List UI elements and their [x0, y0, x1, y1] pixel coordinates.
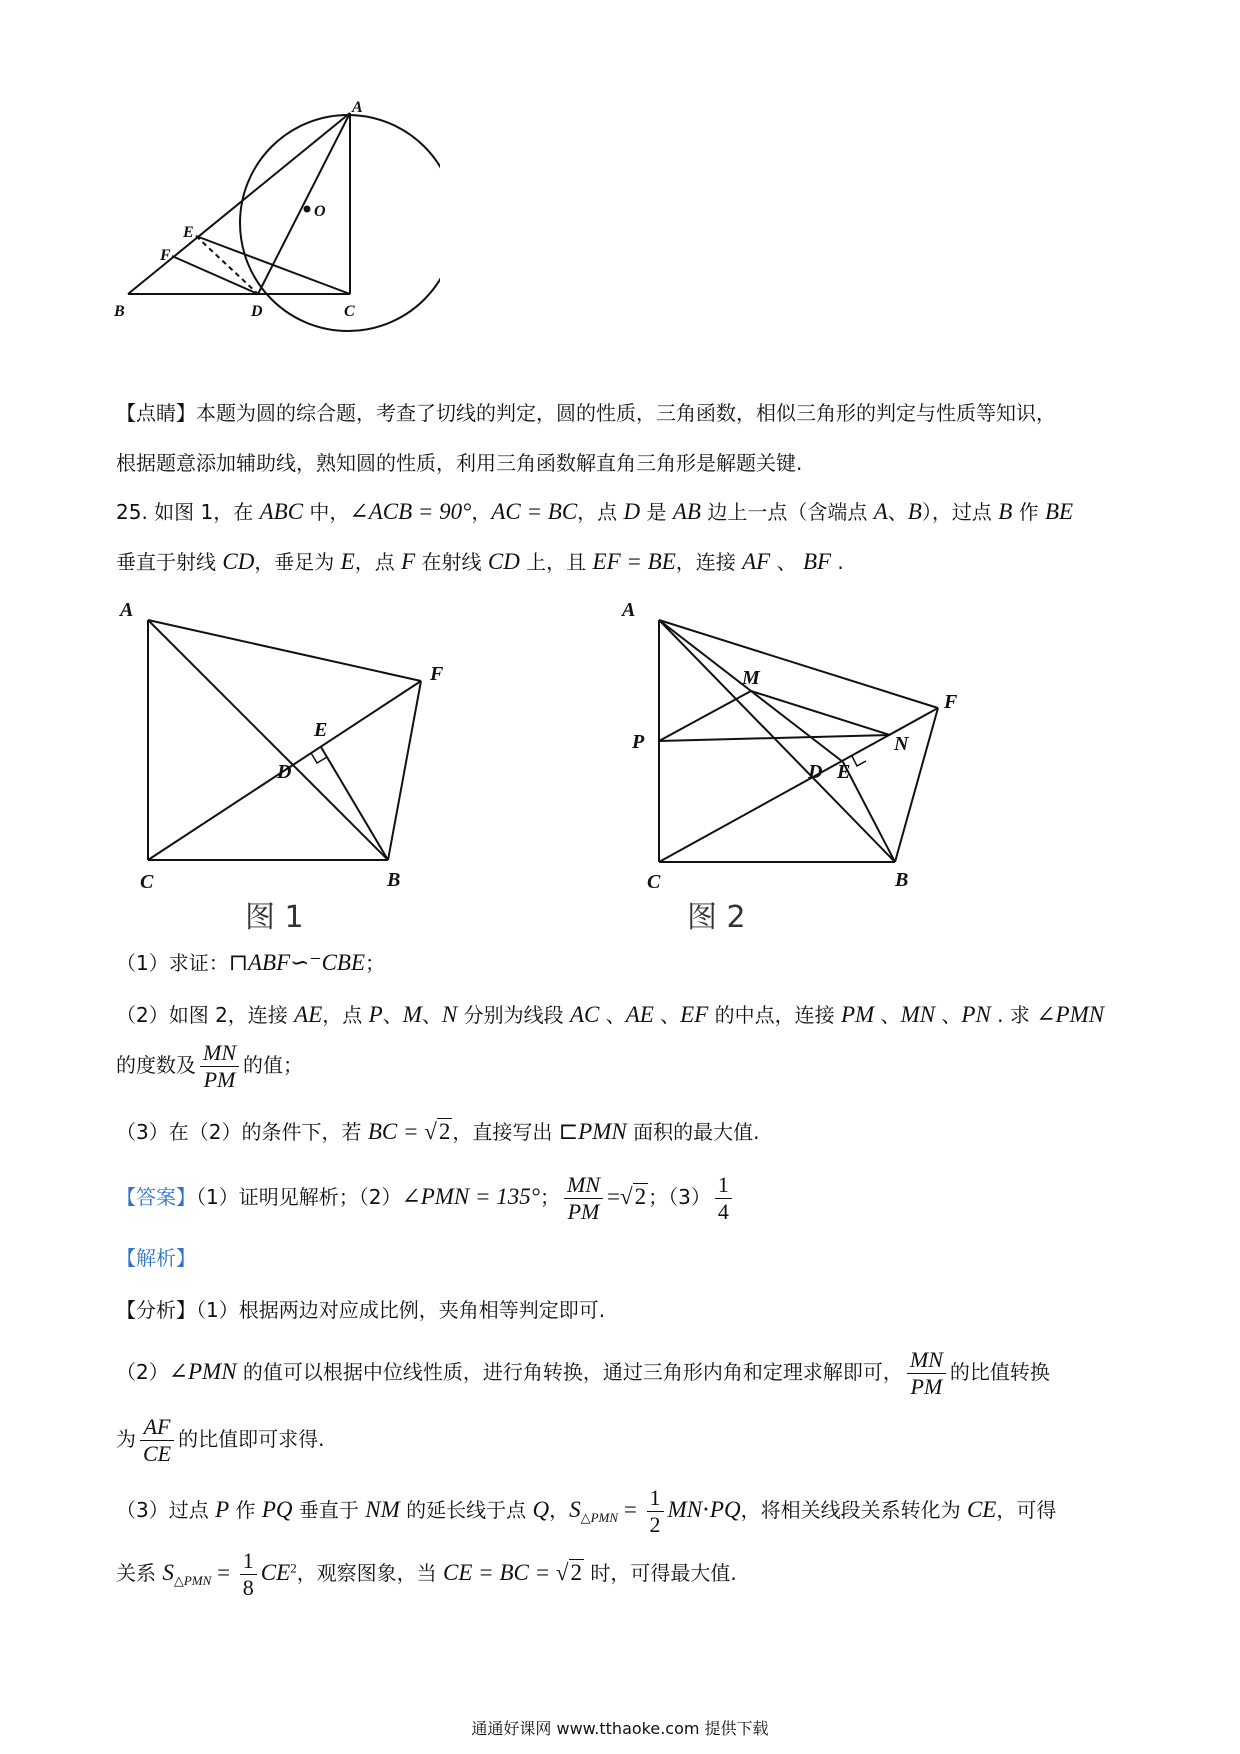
analysis-fraction-mn-pm [907, 1347, 946, 1400]
q25-part-2-line-2 [116, 1040, 1136, 1093]
text-run: BF [802, 549, 832, 574]
text-run: N [441, 1002, 458, 1027]
text-run: CD [487, 549, 520, 574]
q25-line-1 [116, 497, 1136, 527]
text-run: 的比值即可求得. [178, 1427, 325, 1451]
label-f: F [160, 247, 171, 264]
text-run: 2 [290, 1560, 297, 1576]
text-run: ，观察图象，当 [296, 1561, 444, 1585]
text-run: B [907, 499, 922, 524]
answer-fraction [564, 1172, 603, 1225]
text-run: 为 [116, 1427, 136, 1451]
text-run: M [402, 1002, 422, 1027]
text-run: = [211, 1560, 236, 1585]
text-run: ； [540, 1185, 560, 1209]
text-run: P [368, 1002, 383, 1027]
text-run: ∠PMN [168, 1359, 237, 1384]
text-run: S [569, 1497, 581, 1522]
text-run: MN [907, 1347, 946, 1374]
jiexi-line [116, 1243, 1136, 1273]
dianjing-text-2: 根据题意添加辅助线，熟知圆的性质，利用三角函数解直角三角形是解题关键. [116, 451, 803, 475]
text-run: CE = BC = [443, 1560, 556, 1585]
label-n: N [894, 733, 909, 755]
label-f: F [944, 691, 958, 713]
analysis-line-3 [116, 1414, 1136, 1467]
label-c: C [647, 871, 661, 893]
text-run: 的值可以根据中位线性质，进行角转换，通过三角形内角和定理求解即可， [236, 1360, 903, 1384]
q25-part-1 [116, 948, 1136, 978]
text-run: PQ [261, 1497, 293, 1522]
seg-mn [751, 691, 890, 735]
jiexi-tag: 【解析】 [116, 1246, 196, 1270]
answer-fraction-3 [715, 1172, 732, 1225]
text-run: . 求 [990, 1003, 1037, 1027]
dianjing-line-1 [116, 398, 1136, 428]
fraction-mn-pm [200, 1040, 239, 1093]
text-run: ⊓ABF∽⁻CBE [228, 950, 366, 975]
text-run: 1 [240, 1548, 257, 1575]
text-run: AC [569, 1002, 600, 1027]
text-run: √2 [619, 1184, 647, 1209]
text-run: AC = BC [491, 499, 578, 524]
text-run: BC = [367, 1119, 425, 1144]
label-c: C [344, 303, 355, 320]
text-run: 8 [242, 1575, 254, 1600]
analysis-fraction-half [647, 1485, 664, 1538]
text-run: ， [549, 1498, 570, 1522]
text-run: （1）根据两边对应成比例，夹角相等判定即可. [196, 1298, 606, 1322]
text-run: 作 [1012, 500, 1045, 524]
text-run: D [623, 499, 641, 524]
text-run: PM [203, 1067, 236, 1092]
text-run: MN [564, 1172, 603, 1199]
text-run: 2 [649, 1512, 661, 1537]
text-run: 、 [653, 1003, 681, 1027]
text-run: ABC [259, 499, 304, 524]
text-run: MN [200, 1040, 239, 1067]
text-run: （1）求证： [116, 951, 229, 975]
q25-part-2-line-1 [116, 1000, 1136, 1030]
text-run: ；（3） [648, 1185, 711, 1209]
caption-fig2: 图 2 [687, 900, 746, 935]
label-b: B [895, 869, 909, 891]
label-b: B [387, 869, 401, 891]
text-run: ⊏PMN [558, 1119, 627, 1144]
figure-1 [112, 596, 482, 936]
analysis-line-5 [116, 1548, 1136, 1601]
text-run: （2） [116, 1360, 169, 1384]
text-run: MN [900, 1002, 936, 1027]
text-run: 的中点，连接 [708, 1003, 841, 1027]
text-run: 分别为线段 [457, 1003, 570, 1027]
seg-pn [659, 735, 890, 741]
text-run: 、 [770, 550, 803, 574]
label-f: F [430, 663, 444, 685]
text-run: 1 [647, 1485, 664, 1512]
text-run: AF [140, 1414, 174, 1441]
label-b: B [114, 303, 125, 320]
label-e: E [314, 719, 328, 741]
text-run: 垂直于射线 [116, 550, 223, 574]
text-run: ∠PMN = 135° [401, 1184, 540, 1209]
label-p: P [632, 731, 645, 753]
text-run: ，垂足为 [254, 550, 341, 574]
analysis-fraction-af-ce [140, 1414, 174, 1467]
text-run: ∠PMN [1036, 1002, 1105, 1027]
text-run: PM [840, 1002, 875, 1027]
text-run: 面积的最大值. [626, 1120, 760, 1144]
text-run: EF = BE [592, 549, 676, 574]
analysis-fraction-eighth [240, 1548, 257, 1601]
text-run: CD [222, 549, 255, 574]
text-run: 4 [715, 1198, 732, 1225]
footer: 通通好课网 www.tthaoke.com 提供下载 [471, 1719, 769, 1738]
text-run: （2）如图 2，连接 [116, 1003, 295, 1027]
dianjing-text-1: 本题为圆的综合题，考查了切线的判定，圆的性质，三角函数，相似三角形的判定与性质等知识， [196, 401, 1056, 425]
text-run: MN⋅PQ [667, 1497, 741, 1522]
text-run: 关系 [116, 1561, 163, 1585]
text-run: E [340, 549, 355, 574]
label-c: C [140, 871, 154, 893]
label-e: E [837, 761, 851, 783]
text-run: S [162, 1560, 174, 1585]
text-run: 、 [935, 1003, 962, 1027]
dianjing-line-2 [116, 448, 1136, 478]
text-run: 2 [634, 1184, 647, 1209]
text-run: PN [961, 1002, 991, 1027]
center-dot [304, 206, 311, 213]
text-run: AB [672, 499, 701, 524]
text-run: ； [365, 951, 386, 975]
circle-figure [110, 100, 440, 360]
text-run: BE [1044, 499, 1074, 524]
label-a: A [120, 599, 134, 621]
text-run: 2 [570, 1560, 582, 1585]
text-run: B [998, 499, 1013, 524]
label-m: M [742, 667, 760, 689]
text-run: ，可得 [996, 1498, 1057, 1522]
text-run: AF [742, 549, 771, 574]
label-e: E [183, 224, 194, 241]
seg-ad [258, 113, 350, 294]
caption-fig1: 图 1 [245, 900, 304, 935]
seg-pm [659, 691, 751, 741]
analysis-line-4 [116, 1485, 1136, 1538]
text-run: 【分析】 [116, 1298, 196, 1322]
q25-line-2 [116, 547, 1136, 577]
seg-be [843, 762, 895, 862]
text-run: 1 [717, 1172, 729, 1197]
seg-cf [659, 708, 938, 862]
text-run: A [873, 499, 888, 524]
text-run: 中， [303, 500, 350, 524]
text-run: EF [680, 1002, 709, 1027]
text-run: P [215, 1497, 230, 1522]
text-run: △PMN [173, 1573, 212, 1588]
text-run: ，点 [577, 500, 624, 524]
text-run: （1）证明见解析；（2） [196, 1185, 402, 1209]
text-run: 是 [640, 500, 673, 524]
text-run: 25. 如图 1，在 [116, 500, 260, 524]
text-run: ，将相关线段关系转化为 [740, 1498, 967, 1522]
seg-af [148, 620, 421, 681]
text-run: 的比值转换 [949, 1360, 1050, 1384]
text-run: 在射线 [415, 550, 488, 574]
seg-fd [172, 256, 258, 294]
text-run: 的延长线于点 [399, 1498, 533, 1522]
text-run: = [618, 1497, 643, 1522]
text-run: 2 [438, 1119, 451, 1144]
text-run: Q [532, 1497, 550, 1522]
text-run: 上，且 [519, 550, 593, 574]
text-run: F [401, 549, 416, 574]
seg-ec [196, 236, 350, 294]
text-run: 的度数及 [116, 1053, 196, 1077]
analysis-line-1 [116, 1295, 1136, 1325]
text-run: CE [966, 1497, 997, 1522]
text-run: 、 [874, 1003, 901, 1027]
text-run: 、 [382, 1003, 403, 1027]
text-run: PM [910, 1374, 943, 1399]
text-run: ，连接 [675, 550, 743, 574]
text-run: ），过点 [921, 500, 999, 524]
text-run: . [831, 550, 844, 574]
text-run: CE [260, 1560, 291, 1585]
analysis-line-2 [116, 1347, 1136, 1400]
circle-o [240, 115, 440, 331]
q25-part-3 [116, 1117, 1136, 1147]
seg-bf [388, 681, 421, 860]
label-d: D [251, 303, 263, 320]
label-d: D [277, 761, 292, 783]
label-a: A [352, 100, 363, 116]
answer-line [116, 1172, 1136, 1225]
text-run: ∠ACB = 90° [349, 499, 472, 524]
text-run: 时，可得最大值. [584, 1561, 737, 1585]
text-run: NM [365, 1497, 400, 1522]
text-run: AE [294, 1002, 323, 1027]
text-run: √2 [424, 1119, 451, 1144]
text-run: AE [625, 1002, 654, 1027]
text-run: 垂直于 [292, 1498, 366, 1522]
text-run: 边上一点（含端点 [700, 500, 874, 524]
seg-bf [895, 708, 938, 862]
text-run: ， [471, 500, 492, 524]
text-run: = [607, 1184, 620, 1209]
text-run: ，点 [354, 550, 402, 574]
text-run: PM [567, 1199, 600, 1224]
label-d: D [808, 761, 823, 783]
text-run: ，点 [322, 1003, 369, 1027]
text-run: （3）过点 [116, 1498, 216, 1522]
text-run: 、 [887, 500, 908, 524]
right-angle-mark [852, 756, 866, 766]
text-run: CE [143, 1441, 172, 1466]
text-run: 的值； [243, 1053, 303, 1077]
text-run: √2 [555, 1560, 582, 1585]
seg-ab [148, 620, 388, 860]
text-run: （3）在（2）的条件下，若 [116, 1120, 368, 1144]
figure-2 [612, 596, 982, 936]
text-run: △PMN [580, 1510, 619, 1525]
answer-tag: 【答案】 [116, 1185, 196, 1209]
text-run: ，直接写出 [452, 1120, 559, 1144]
text-run: 作 [229, 1498, 262, 1522]
text-run: 、 [421, 1003, 442, 1027]
dianjing-tag: 【点睛】 [116, 401, 196, 425]
text-run: 、 [599, 1003, 626, 1027]
label-o: O [314, 203, 326, 220]
label-a: A [622, 599, 636, 621]
